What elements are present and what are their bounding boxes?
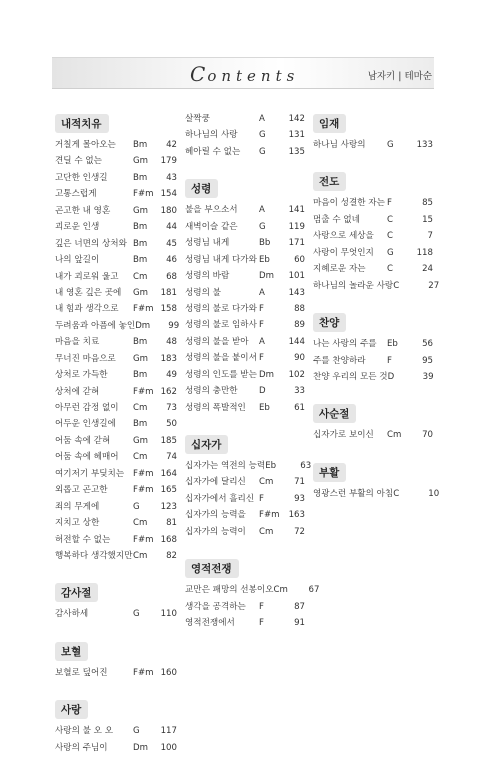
song-key: A bbox=[259, 287, 265, 298]
song-page: 117 bbox=[160, 726, 177, 737]
song-title: 지치고 상한 bbox=[55, 518, 100, 529]
song-key: Bm bbox=[133, 337, 148, 348]
song-page: 10 bbox=[428, 488, 440, 499]
song-title: 상처에 갇혀 bbox=[55, 386, 100, 397]
song-entry[interactable] bbox=[185, 351, 305, 367]
song-key: F#m bbox=[133, 667, 154, 678]
song-page: 168 bbox=[160, 534, 177, 545]
song-entry[interactable] bbox=[185, 220, 305, 236]
song-key: G bbox=[133, 501, 140, 512]
song-page: 43 bbox=[166, 172, 177, 183]
song-page: 133 bbox=[416, 140, 433, 150]
song-title: 어둠 속에 헤매어 bbox=[55, 452, 119, 463]
song-key: Bb bbox=[259, 238, 271, 249]
song-page: 162 bbox=[160, 386, 177, 397]
song-title: 새벽이슬 같은 bbox=[185, 221, 238, 232]
song-title: 십자가에 달리신 bbox=[185, 477, 246, 488]
song-key: Eb bbox=[265, 461, 277, 471]
toc-section bbox=[313, 461, 440, 503]
song-key: G bbox=[259, 130, 266, 141]
song-title: 멈출 수 없네 bbox=[313, 214, 360, 225]
song-key: F bbox=[259, 353, 264, 364]
song-title: 생각을 공격하는 bbox=[185, 601, 246, 612]
song-entry[interactable] bbox=[185, 368, 305, 384]
song-title: 성령의 불로 다가와 bbox=[185, 303, 257, 314]
song-page: 50 bbox=[166, 419, 177, 430]
song-page: 67 bbox=[308, 585, 320, 596]
song-entry[interactable] bbox=[55, 385, 177, 401]
song-key: C bbox=[393, 488, 400, 499]
song-entry[interactable] bbox=[55, 467, 177, 483]
song-title: 사랑의 불 오 오 bbox=[55, 726, 114, 737]
song-entry[interactable] bbox=[55, 368, 177, 384]
song-title: 불을 부으소서 bbox=[185, 205, 238, 216]
song-key: F#m bbox=[133, 304, 154, 315]
category-heading: 감사절 bbox=[55, 583, 98, 602]
song-entry[interactable] bbox=[185, 269, 305, 285]
song-page: 88 bbox=[294, 303, 305, 314]
song-entry[interactable] bbox=[313, 246, 433, 262]
song-entry[interactable] bbox=[313, 229, 433, 245]
song-page: 46 bbox=[166, 255, 177, 266]
song-page: 183 bbox=[160, 353, 177, 364]
song-title: 십자가의 능력이 bbox=[185, 526, 246, 537]
song-title: 하나님의 놀라운 사랑 bbox=[313, 280, 394, 291]
song-page: 48 bbox=[166, 337, 177, 348]
song-key: A bbox=[259, 205, 265, 216]
song-entry[interactable] bbox=[55, 154, 177, 170]
song-title: 사랑의 주님이 bbox=[55, 742, 108, 753]
song-entry[interactable] bbox=[185, 145, 305, 161]
song-title: 성령의 폭발적인 bbox=[185, 402, 246, 413]
song-page: 39 bbox=[422, 371, 434, 382]
song-title: 고단한 인생길 bbox=[55, 172, 108, 183]
song-entry[interactable] bbox=[313, 428, 433, 444]
song-entry[interactable] bbox=[55, 401, 177, 417]
song-entry[interactable] bbox=[185, 236, 305, 252]
song-key: Bm bbox=[133, 222, 148, 233]
song-title: 외롭고 곤고한 bbox=[55, 485, 108, 496]
category-heading: 부활 bbox=[313, 463, 346, 482]
song-page: 91 bbox=[294, 618, 305, 629]
song-entry[interactable] bbox=[185, 112, 305, 128]
song-key: Bm bbox=[133, 140, 148, 150]
song-key: F bbox=[387, 355, 392, 366]
toc-column-3 bbox=[313, 112, 440, 519]
song-page: 90 bbox=[294, 353, 305, 364]
song-page: 141 bbox=[288, 205, 305, 216]
song-key: Cm bbox=[273, 585, 288, 596]
song-page: 45 bbox=[166, 238, 177, 249]
song-title: 헤아릴 수 없는 bbox=[185, 146, 241, 157]
song-page: 123 bbox=[160, 501, 177, 512]
song-entry[interactable] bbox=[185, 475, 305, 491]
song-entry[interactable] bbox=[55, 302, 177, 318]
song-entry[interactable] bbox=[185, 203, 305, 219]
song-page: 181 bbox=[160, 287, 177, 298]
song-page: 131 bbox=[288, 130, 305, 141]
song-title: 성령의 불 bbox=[185, 287, 221, 298]
song-key: Cm bbox=[133, 271, 148, 282]
song-key: G bbox=[387, 247, 394, 258]
song-entry[interactable] bbox=[55, 352, 177, 368]
song-page: 180 bbox=[160, 205, 177, 216]
category-heading: 임재 bbox=[313, 114, 346, 133]
song-page: 100 bbox=[160, 742, 177, 753]
category-heading: 보혈 bbox=[55, 642, 88, 661]
song-entry[interactable] bbox=[55, 270, 177, 286]
song-page: 89 bbox=[294, 320, 305, 331]
song-page: 63 bbox=[300, 461, 312, 471]
song-title: 감사하세 bbox=[55, 609, 89, 620]
song-page: 95 bbox=[422, 355, 433, 366]
page-title-rest: ontents bbox=[207, 67, 300, 85]
song-entry[interactable] bbox=[185, 128, 305, 144]
song-page: 158 bbox=[160, 304, 177, 315]
song-title: 허전할 수 없는 bbox=[55, 534, 111, 545]
song-page: 164 bbox=[160, 468, 177, 479]
toc-section bbox=[313, 170, 440, 295]
page-subtitle: 남자키 | 테마순 bbox=[367, 71, 432, 82]
song-page: 74 bbox=[166, 452, 177, 463]
song-page: 101 bbox=[288, 271, 305, 282]
song-entry[interactable] bbox=[55, 237, 177, 253]
song-key: Bm bbox=[133, 419, 148, 430]
song-key: Gm bbox=[133, 205, 149, 216]
song-key: D bbox=[259, 386, 266, 397]
song-title: 성령의 불을 붙이셔 bbox=[185, 353, 257, 364]
toc-section bbox=[313, 402, 433, 444]
song-entry[interactable] bbox=[55, 549, 177, 565]
song-entry[interactable] bbox=[185, 253, 305, 269]
song-key: Gm bbox=[133, 435, 149, 446]
song-key: Bm bbox=[133, 238, 148, 249]
song-page: 15 bbox=[422, 214, 433, 225]
song-entry[interactable] bbox=[313, 262, 433, 278]
page-title bbox=[190, 62, 299, 86]
song-title: 영광스런 부활의 아침 bbox=[313, 488, 394, 499]
song-title: 성령의 불로 임하사 bbox=[185, 320, 257, 331]
toc-section bbox=[55, 640, 177, 682]
song-title: 괴로운 인생 bbox=[55, 222, 100, 233]
song-key: F#m bbox=[133, 189, 154, 200]
song-entry[interactable] bbox=[313, 196, 433, 212]
toc-column-1 bbox=[55, 112, 180, 773]
toc-section bbox=[185, 557, 320, 632]
song-title: 내 힘과 생각으로 bbox=[55, 304, 119, 315]
song-entry[interactable] bbox=[185, 459, 312, 475]
song-title: 보혈로 덮어진 bbox=[55, 667, 108, 678]
song-title: 하나님 사랑의 bbox=[313, 140, 366, 150]
song-key: Cm bbox=[133, 452, 148, 463]
song-entry[interactable] bbox=[55, 171, 177, 187]
song-entry[interactable] bbox=[55, 724, 177, 740]
song-page: 99 bbox=[168, 320, 180, 331]
song-page: 49 bbox=[166, 370, 177, 381]
song-key: Eb bbox=[387, 339, 398, 350]
song-page: 73 bbox=[166, 403, 177, 413]
song-key: Cm bbox=[133, 403, 148, 413]
song-key: Eb bbox=[259, 254, 270, 265]
category-heading: 전도 bbox=[313, 172, 346, 191]
song-key: Cm bbox=[259, 477, 274, 488]
song-title: 영적전쟁에서 bbox=[185, 618, 235, 629]
song-entry[interactable] bbox=[185, 318, 305, 334]
song-key: F bbox=[259, 303, 264, 314]
song-entry[interactable] bbox=[185, 384, 305, 400]
song-entry[interactable] bbox=[185, 492, 305, 508]
song-title: 거칠게 몰아오는 bbox=[55, 140, 116, 150]
song-title: 상처로 가득한 bbox=[55, 370, 108, 381]
toc-section bbox=[55, 581, 177, 623]
category-heading: 십자가 bbox=[185, 435, 228, 454]
song-page: 56 bbox=[422, 339, 433, 350]
song-key: Cm bbox=[387, 430, 402, 441]
song-page: 82 bbox=[166, 550, 177, 561]
song-title: 행복하다 생각했지만 bbox=[55, 550, 133, 561]
song-title: 찬양 우리의 모든 것 bbox=[313, 371, 388, 382]
song-title: 나의 앞길이 bbox=[55, 255, 100, 266]
song-key: Gm bbox=[133, 287, 149, 298]
song-page: 87 bbox=[294, 601, 305, 612]
song-key: A bbox=[259, 336, 265, 347]
song-title: 성령의 충만한 bbox=[185, 386, 238, 397]
song-title: 하나님의 사랑 bbox=[185, 130, 238, 141]
song-title: 교만은 패망의 선봉이오 bbox=[185, 585, 274, 596]
song-page: 68 bbox=[166, 271, 177, 282]
song-entry[interactable] bbox=[55, 533, 177, 549]
category-heading: 사랑 bbox=[55, 700, 88, 719]
toc-section bbox=[185, 433, 312, 541]
song-entry[interactable] bbox=[55, 516, 177, 532]
song-entry[interactable] bbox=[313, 138, 433, 154]
song-page: 110 bbox=[160, 609, 177, 620]
song-key: C bbox=[387, 214, 394, 225]
song-key: Gm bbox=[133, 156, 149, 167]
song-title: 마음을 치료 bbox=[55, 337, 100, 348]
song-entry[interactable] bbox=[55, 138, 177, 154]
song-entry[interactable] bbox=[313, 370, 433, 386]
song-title: 십자가는 역전의 능력 bbox=[185, 461, 266, 471]
song-entry[interactable] bbox=[185, 583, 320, 599]
category-heading: 성령 bbox=[185, 179, 218, 198]
song-key: F#m bbox=[133, 534, 154, 545]
category-heading: 내적치유 bbox=[55, 114, 109, 133]
song-key: F bbox=[259, 320, 264, 331]
song-key: G bbox=[133, 609, 140, 620]
song-entry[interactable] bbox=[185, 335, 305, 351]
song-page: 81 bbox=[166, 518, 177, 529]
song-title: 주를 찬양하라 bbox=[313, 355, 366, 366]
song-entry[interactable] bbox=[55, 666, 177, 682]
song-title: 성령의 불을 받아 bbox=[185, 336, 249, 347]
song-entry[interactable] bbox=[313, 487, 440, 503]
toc-column-2 bbox=[185, 112, 320, 649]
song-entry[interactable] bbox=[313, 213, 433, 229]
song-page: 135 bbox=[288, 146, 305, 157]
song-key: G bbox=[387, 140, 394, 150]
song-page: 118 bbox=[416, 247, 433, 258]
category-heading: 영적전쟁 bbox=[185, 559, 239, 578]
song-page: 60 bbox=[294, 254, 305, 265]
song-page: 185 bbox=[160, 435, 177, 446]
song-entry[interactable] bbox=[185, 508, 305, 524]
category-heading: 사순절 bbox=[313, 404, 356, 423]
song-page: 71 bbox=[294, 477, 305, 488]
song-title: 나는 사랑의 주를 bbox=[313, 339, 377, 350]
song-entry[interactable] bbox=[185, 616, 305, 632]
song-title: 무너진 마음으로 bbox=[55, 353, 116, 364]
song-entry[interactable] bbox=[185, 600, 305, 616]
song-page: 160 bbox=[160, 667, 177, 678]
song-key: A bbox=[259, 114, 265, 124]
song-key: F bbox=[259, 601, 264, 612]
song-title: 두려움과 아픔에 놓인 bbox=[55, 320, 136, 331]
toc-section bbox=[185, 112, 305, 161]
song-key: F bbox=[259, 618, 264, 629]
song-key: Dm bbox=[259, 369, 274, 380]
song-page: 70 bbox=[422, 430, 433, 441]
song-entry[interactable] bbox=[55, 434, 177, 450]
song-entry[interactable] bbox=[55, 220, 177, 236]
song-key: F#m bbox=[133, 468, 154, 479]
song-entry[interactable] bbox=[313, 337, 433, 353]
song-title: 마음이 성결한 자는 bbox=[313, 198, 385, 209]
song-key: G bbox=[259, 146, 266, 157]
song-page: 27 bbox=[428, 280, 440, 291]
song-title: 성령의 바람 bbox=[185, 271, 230, 282]
song-page: 85 bbox=[422, 198, 433, 209]
song-page: 119 bbox=[288, 221, 305, 232]
song-key: Cm bbox=[133, 518, 148, 529]
toc-section bbox=[55, 112, 180, 565]
song-page: 144 bbox=[288, 336, 305, 347]
song-entry[interactable] bbox=[55, 204, 177, 220]
song-key: F bbox=[387, 198, 392, 209]
song-key: Cm bbox=[259, 526, 274, 537]
song-title: 성령의 인도를 받는 bbox=[185, 369, 257, 380]
song-key: F#m bbox=[133, 485, 154, 496]
song-entry[interactable] bbox=[185, 525, 305, 541]
song-page: 143 bbox=[288, 287, 305, 298]
song-entry[interactable] bbox=[55, 417, 177, 433]
song-page: 171 bbox=[288, 238, 305, 249]
song-entry[interactable] bbox=[55, 187, 177, 203]
song-title: 사랑으로 세상을 bbox=[313, 231, 374, 242]
song-entry[interactable] bbox=[55, 483, 177, 499]
song-title: 내가 괴로워 울고 bbox=[55, 271, 119, 282]
song-key: G bbox=[133, 726, 140, 737]
song-key: Eb bbox=[259, 402, 270, 413]
song-key: C bbox=[393, 280, 400, 291]
song-title: 십자가에서 흘리신 bbox=[185, 493, 255, 504]
song-entry[interactable] bbox=[55, 607, 177, 623]
category-heading: 찬양 bbox=[313, 313, 346, 332]
song-title: 사랑이 무엇인지 bbox=[313, 247, 374, 258]
song-title: 성령님 내게 다가와 bbox=[185, 254, 257, 265]
song-title: 여기저기 부딪치는 bbox=[55, 468, 125, 479]
song-key: Bm bbox=[133, 172, 148, 183]
song-key: C bbox=[387, 264, 394, 275]
song-page: 33 bbox=[294, 386, 305, 397]
song-page: 154 bbox=[160, 189, 177, 200]
song-title: 십자가의 능력을 bbox=[185, 510, 246, 521]
song-entry[interactable] bbox=[185, 401, 305, 417]
song-key: Gm bbox=[133, 353, 149, 364]
song-title: 십자가로 보이신 bbox=[313, 430, 374, 441]
song-page: 42 bbox=[166, 140, 177, 150]
song-page: 102 bbox=[288, 369, 305, 380]
song-entry[interactable] bbox=[55, 500, 177, 516]
song-title: 고통스럽게 bbox=[55, 189, 97, 200]
song-page: 163 bbox=[288, 510, 305, 521]
song-title: 곤고한 내 영혼 bbox=[55, 205, 111, 216]
song-page: 179 bbox=[160, 156, 177, 167]
song-title: 견딜 수 없는 bbox=[55, 156, 102, 167]
song-title: 죄의 무게에 bbox=[55, 501, 100, 512]
song-key: Bm bbox=[133, 255, 148, 266]
page-title-initial: C bbox=[190, 62, 208, 86]
song-key: F#m bbox=[259, 510, 280, 521]
song-title: 어두운 인생길에 bbox=[55, 419, 116, 430]
song-page: 7 bbox=[427, 231, 433, 242]
song-title: 깊은 너면의 상처와 bbox=[55, 238, 127, 249]
song-title: 지혜로운 자는 bbox=[313, 264, 366, 275]
song-key: Cm bbox=[133, 550, 148, 561]
song-page: 142 bbox=[288, 114, 305, 124]
song-key: Bm bbox=[133, 370, 148, 381]
song-entry[interactable] bbox=[55, 335, 177, 351]
toc-section bbox=[313, 112, 433, 154]
song-key: G bbox=[259, 221, 266, 232]
song-key: C bbox=[387, 231, 394, 242]
song-title: 살짝쿵 bbox=[185, 114, 210, 124]
song-page: 44 bbox=[166, 222, 177, 233]
song-page: 61 bbox=[294, 402, 305, 413]
song-entry[interactable] bbox=[313, 279, 440, 295]
song-entry[interactable] bbox=[55, 741, 177, 757]
song-entry[interactable] bbox=[185, 286, 305, 302]
song-entry[interactable] bbox=[55, 253, 177, 269]
song-title: 성령님 내게 bbox=[185, 238, 230, 249]
song-entry[interactable] bbox=[55, 319, 180, 335]
song-page: 93 bbox=[294, 493, 305, 504]
song-key: Dm bbox=[135, 320, 151, 331]
song-key: F#m bbox=[133, 386, 154, 397]
song-entry[interactable] bbox=[55, 450, 177, 466]
song-page: 72 bbox=[294, 526, 305, 537]
song-key: Dm bbox=[259, 271, 274, 282]
song-key: D bbox=[387, 371, 395, 382]
song-key: Dm bbox=[133, 742, 148, 753]
song-entry[interactable] bbox=[55, 286, 177, 302]
song-title: 어둠 속에 갇혀 bbox=[55, 435, 111, 446]
toc-section bbox=[313, 311, 433, 386]
song-page: 24 bbox=[422, 264, 433, 275]
song-entry[interactable] bbox=[185, 302, 305, 318]
toc-section bbox=[55, 698, 177, 757]
song-title: 아무런 감정 없이 bbox=[55, 403, 119, 413]
song-entry[interactable] bbox=[313, 354, 433, 370]
song-title: 내 영혼 깊은 곳에 bbox=[55, 287, 122, 298]
song-key: F bbox=[259, 493, 264, 504]
song-page: 165 bbox=[160, 485, 177, 496]
toc-section bbox=[185, 177, 305, 417]
